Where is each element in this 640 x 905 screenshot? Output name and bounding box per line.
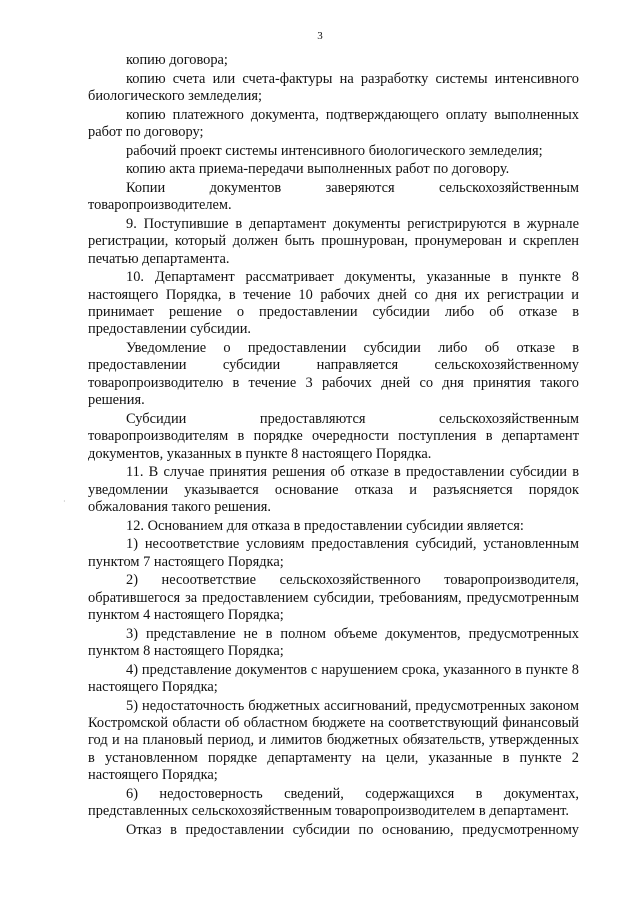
page-number: 3 bbox=[317, 30, 323, 42]
paragraph-item-12-6: 6) недостоверность сведений, содержащихся в документах, представленных сельскохозяйственным товаропроизводителем в департамент. bbox=[88, 785, 579, 820]
paragraph-acceptance-act: копию акта приема-передачи выполненных работ по договору. bbox=[126, 161, 510, 178]
paragraph-subsidy-order: Субсидии предоставляются сельскохозяйственным товаропроизводителям в порядке очередности поступления в департамент документов, указанных в пункте 8 настоящего Порядка. bbox=[88, 410, 579, 462]
paragraph-item-12: 12. Основанием для отказа в предоставлении субсидии является: bbox=[126, 517, 524, 534]
paragraph-item-12-1: 1) несоответствие условиям предоставления субсидий, установленным пунктом 7 настоящего Порядка; bbox=[88, 536, 579, 570]
paragraph-item-12-5: 5) недостаточность бюджетных ассигнований, предусмотренных законом Костромской области об областном бюджете на соответствующий финансовый год и на плановый период, и лимитов бюджетных обязательств, утвержденных в установленном порядке департаменту на цели, указанные в пункте 2 настоящего Порядка; bbox=[88, 697, 579, 784]
paragraph-item-12-3: 3) представление не в полном объеме документов, предусмотренных пунктом 8 настоящего Порядка; bbox=[88, 625, 579, 660]
margin-mark: · bbox=[63, 497, 66, 506]
paragraph-refusal-continued: Отказ в предоставлении субсидии по основанию, предусмотренному bbox=[126, 821, 579, 838]
paragraph-item-9: 9. Поступившие в департамент документы регистрируются в журнале регистрации, который должен быть прошнурован, пронумерован и скреплен печатью департамента. bbox=[88, 215, 579, 267]
paragraph-contract-copy: копию договора; bbox=[126, 52, 228, 68]
paragraph-payment-document: копию платежного документа, подтверждающего оплату выполненных работ по договору; bbox=[88, 106, 579, 140]
paragraph-item-10: 10. Департамент рассматривает документы, указанные в пункте 8 настоящего Порядка, в течение 10 рабочих дней со дня их регистрации и принимает решение о предоставлении субсидии либо об отказе в предоставлении субсидии. bbox=[88, 269, 579, 338]
paragraph-working-project: рабочий проект системы интенсивного биологического земледелия; bbox=[126, 142, 543, 159]
paragraph-item-11: 11. В случае принятия решения об отказе в предоставлении субсидии в уведомлении указывается основание отказа и разъясняется порядок обжалования такого решения. bbox=[88, 464, 579, 516]
paragraph-certification: Копии документов заверяются сельскохозяйственным товаропроизводителем. bbox=[88, 179, 579, 214]
paragraph-item-12-2: 2) несоответствие сельскохозяйственного товаропроизводителя, обратившегося за предоставлением субсидии, требованиям, предусмотренным пунктом 4 настоящего Порядка; bbox=[88, 572, 579, 624]
paragraph-notification: Уведомление о предоставлении субсидии либо об отказе в предоставлении субсидии направляется сельскохозяйственному товаропроизводителю в течение 3 рабочих дней со дня принятия такого решения. bbox=[88, 340, 579, 409]
document-body bbox=[88, 52, 579, 840]
paragraph-invoice-copy: копию счета или счета-фактуры на разработку системы интенсивного биологического земледелия; bbox=[88, 70, 579, 104]
paragraph-item-12-4: 4) представление документов с нарушением срока, указанного в пункте 8 настоящего Порядка; bbox=[88, 661, 579, 696]
